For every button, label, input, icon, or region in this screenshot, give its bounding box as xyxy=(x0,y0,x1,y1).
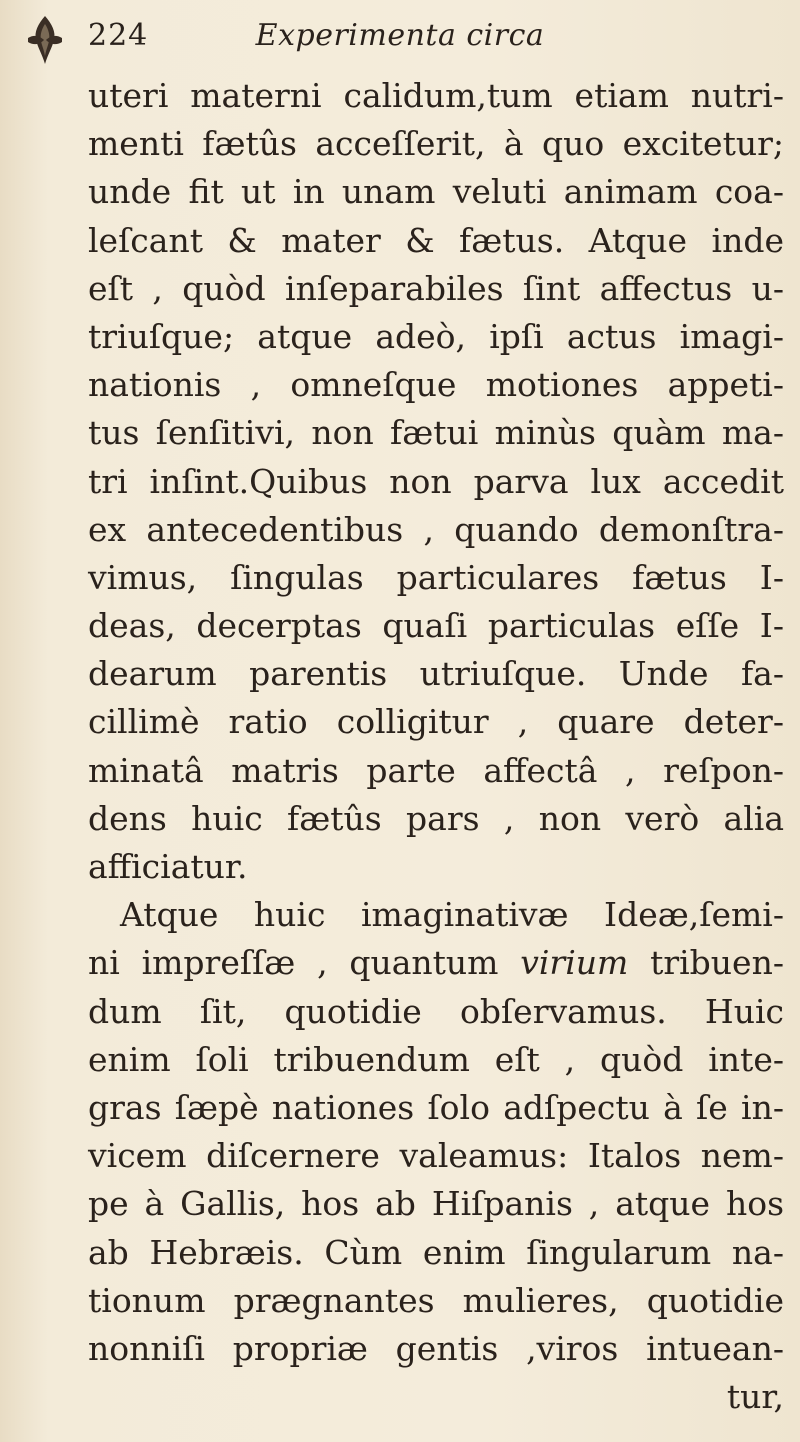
text-line: dum ſit, quotidie obſervamus. Huic xyxy=(88,991,784,1031)
text-line: nationis , omneſque motiones appeti- xyxy=(88,365,784,405)
text-line-paragraph-end: afficiatur. xyxy=(88,847,248,886)
text-line: eſt , quòd inſeparabiles ſint affectus u- xyxy=(88,268,784,308)
text-line: nonniſi propriæ gentis ,viros intuean- xyxy=(88,1328,784,1368)
text-line: gras ſæpè nationes ſolo adſpectu à ſe in- xyxy=(88,1087,784,1127)
text-line: vicem diſcernere valeamus: Italos nem- xyxy=(88,1136,784,1176)
text-line: ex antecedentibus , quando demonſtra- xyxy=(88,509,784,549)
text-line: dearum parentis utriuſque. Unde fa- xyxy=(88,654,784,694)
text-line: tri inſint.Quibus non parva lux accedit xyxy=(88,461,784,501)
text-line: tionum prægnantes mulieres, quotidie xyxy=(88,1280,784,1320)
text-line: tus ſenſitivi, non fætui minùs quàm ma- xyxy=(88,413,784,453)
text-line: cillimè ratio colligitur , quare deter- xyxy=(88,702,784,742)
text-line xyxy=(88,939,784,987)
text-line: deas, decerptas quaſi particulas eſſe I- xyxy=(88,606,784,646)
body-text xyxy=(88,72,784,1421)
text-line-paragraph-start: Atque huic imaginativæ Ideæ,ſemi- xyxy=(120,895,784,935)
catchword: tur, xyxy=(726,1377,784,1417)
page-number: 224 xyxy=(88,18,149,53)
page-header xyxy=(0,14,800,64)
text-span: tribuen- xyxy=(628,943,784,983)
text-line: pe à Gallis, hos ab Hiſpanis , atque hos xyxy=(88,1184,784,1224)
text-line: minatâ matris parte affectâ , reſpon- xyxy=(88,750,784,790)
text-line: vimus, ſingulas particulares fætus I- xyxy=(88,557,784,597)
text-line: enim ſoli tribuendum eſt , quòd inte- xyxy=(88,1039,784,1079)
text-line: unde fit ut in unam veluti animam coa- xyxy=(88,172,784,212)
text-line: leſcant & mater & fætus. Atque inde xyxy=(88,220,784,260)
text-line: menti fætûs acceſſerit, à quo excitetur; xyxy=(88,124,784,164)
text-span: ni impreſſæ , quantum xyxy=(88,943,521,983)
text-line: dens huic fætûs pars , non verò alia xyxy=(88,798,784,838)
running-head: Experimenta circa xyxy=(255,18,545,53)
text-line: uteri materni calidum,tum etiam nutri- xyxy=(88,76,784,115)
italic-word: virium xyxy=(520,943,629,983)
text-line: ab Hebræis. Cùm enim ſingularum na- xyxy=(88,1232,784,1272)
text-line: triuſque; atque adeò, ipſi actus imagi- xyxy=(88,316,784,356)
